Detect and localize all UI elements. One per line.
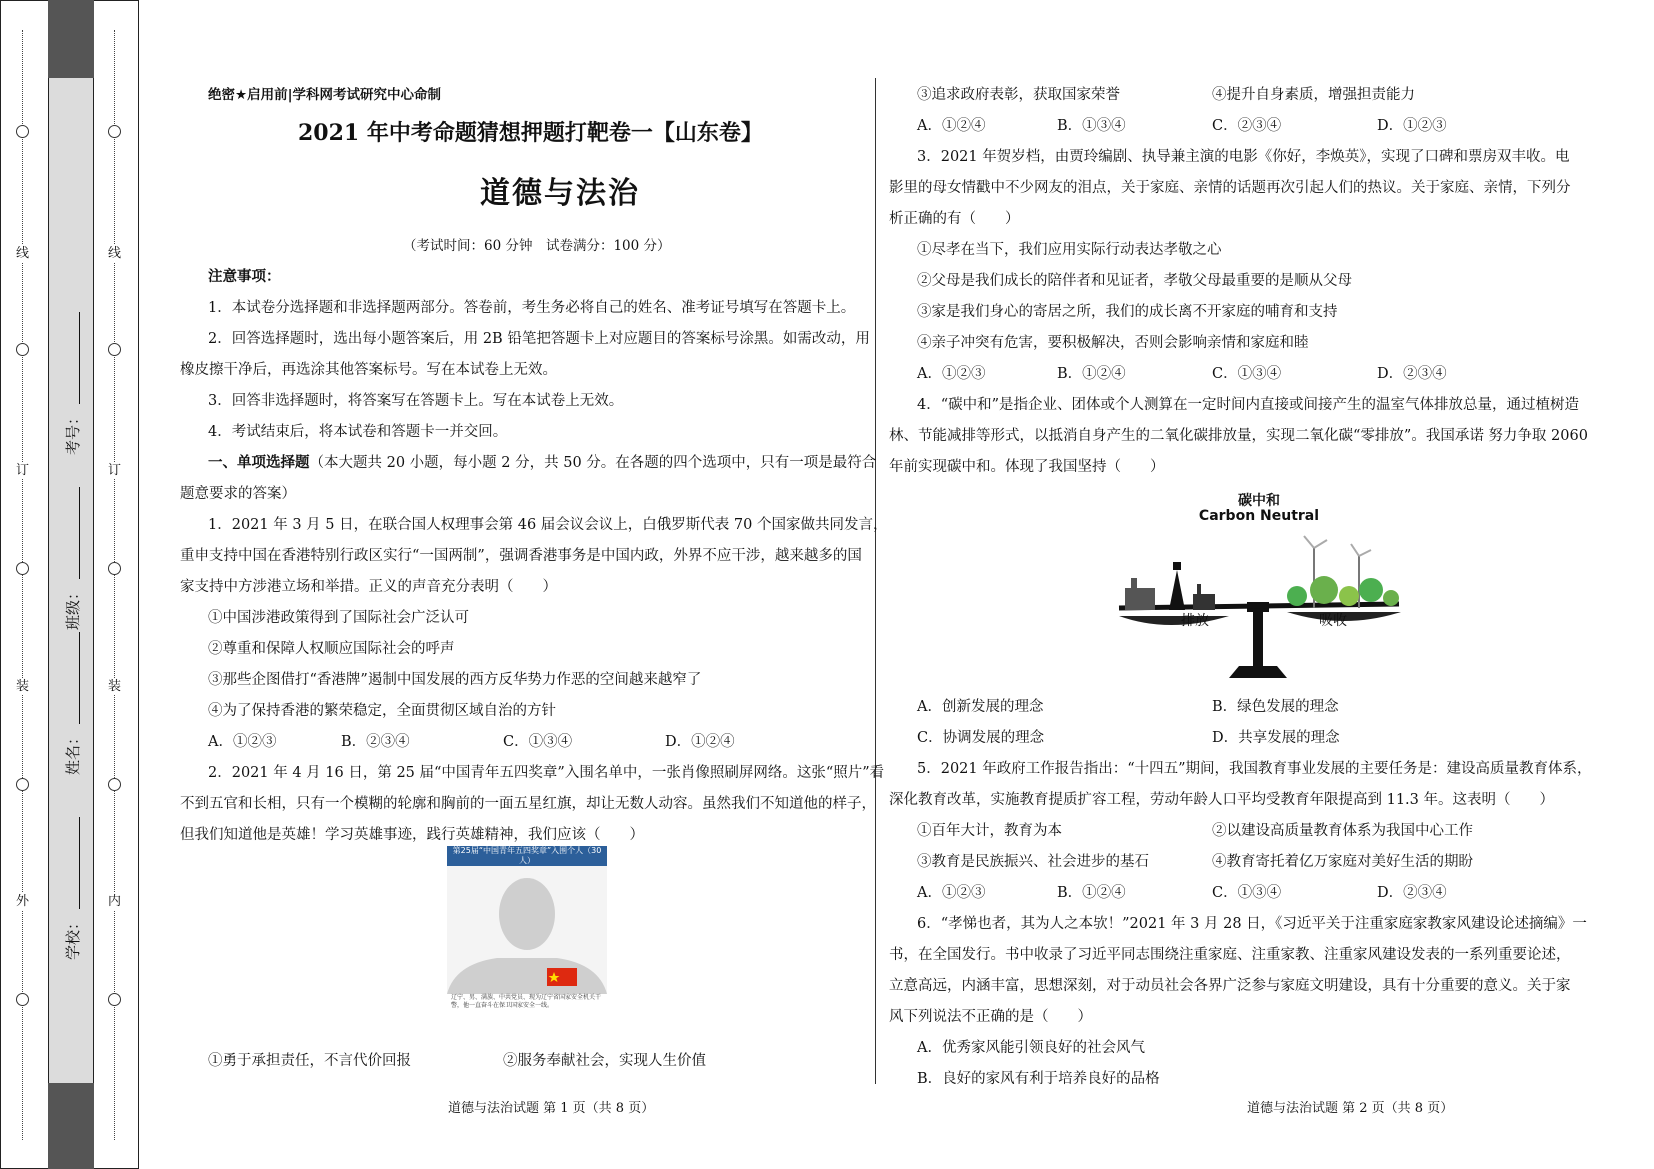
carbon-label-absorption: 吸收	[1319, 613, 1347, 629]
q2-stem-3: 但我们知道他是英雄！学习英雄事迹，践行英雄精神，我们应该（ ）	[180, 827, 644, 843]
q4-option-c[interactable]: C．协调发展的理念	[917, 730, 1045, 746]
subject-title: 道德与法治	[480, 176, 640, 211]
section-desc: （本大题共 20 小题，每小题 2 分，共 50 分。在各题的四个选项中，只有一项是最符合	[309, 455, 877, 471]
figure-banner: 第25届“中国青年五四奖章”入围个人（30人）	[447, 846, 607, 866]
q2-stem-1: 2．2021 年 4 月 16 日，第 25 届“中国青年五四奖章”入围名单中，一张肖像照刷屏网络。这张“照片”看	[208, 765, 885, 781]
portrait-figure	[447, 846, 607, 1016]
page-2	[887, 0, 1592, 1169]
outer-char-install: 装	[16, 679, 30, 694]
inner-cut-line	[114, 30, 115, 1140]
q5-item-1: ①百年大计，教育为本	[917, 823, 1062, 839]
page-2-footer: 道德与法治试题 第 2 页（共 8 页）	[1247, 1101, 1454, 1116]
q5-item-4: ④教育寄托着亿万家庭对美好生活的期盼	[1212, 854, 1473, 870]
confidential-header: 绝密★启用前|学科网考试研究中心命制	[208, 87, 442, 103]
carbon-label-emission: 排放	[1181, 613, 1209, 629]
q5-option-a[interactable]: A．①②③	[917, 885, 986, 901]
q5-option-c[interactable]: C．①③④	[1212, 885, 1282, 901]
q5-option-b[interactable]: B．①②④	[1057, 885, 1126, 901]
q2-item-3: ③追求政府表彰，获取国家荣誉	[917, 87, 1120, 103]
silhouette-image	[447, 866, 607, 994]
outer-char-order: 订	[16, 463, 30, 478]
exam-info: （考试时间：60 分钟 试卷满分：100 分）	[403, 238, 671, 254]
carbon-neutral-figure	[1109, 488, 1409, 678]
binding-hole	[16, 125, 29, 138]
q1-item-3: ③那些企图借打“香港牌”遏制中国发展的西方反华势力作恶的空间越来越窄了	[208, 672, 702, 688]
q4-option-b[interactable]: B．绿色发展的理念	[1212, 699, 1339, 715]
notice-1: 1．本试卷分选择题和非选择题两部分。答卷前，考生务必将自己的姓名、准考证号填写在答题卡上。	[208, 300, 856, 316]
notice-heading: 注意事项：	[208, 268, 281, 285]
figure-caption: 辽宁、男、满族、中共党员、现为辽宁省国家安全机关干警，他一直奋斗在保卫国家安全一线。	[451, 994, 602, 1009]
q1-option-c[interactable]: C．①③④	[503, 734, 573, 750]
q3-item-4: ④亲子冲突有危害，要积极解决，否则会影响亲情和家庭和睦	[917, 335, 1309, 351]
q6-stem-2: 书，在全国发行。书中收录了习近平同志围绕注重家庭、注重家教、注重家风建设发表的一系列重要论述，	[889, 947, 1571, 963]
q1-stem-1: 1．2021 年 3 月 5 日，在联合国人权理事会第 46 届会议会议上，白俄罗斯代表 70 个国家做共同发言，	[208, 517, 888, 533]
binding-hole	[108, 343, 121, 356]
exam-number-field[interactable]	[62, 312, 83, 455]
q4-option-a[interactable]: A．创新发展的理念	[917, 699, 1044, 715]
q6-stem-1: 6．“孝悌也者，其为人之本欤！”2021 年 3 月 28 日，《习近平关于注重家庭家教家风建设论述摘编》一	[917, 916, 1587, 932]
q2-option-c[interactable]: C．②③④	[1212, 118, 1282, 134]
q3-option-a[interactable]: A．①②③	[917, 366, 986, 382]
q3-option-c[interactable]: C．①③④	[1212, 366, 1282, 382]
notice-4: 4．考试结束后，将本试卷和答题卡一并交回。	[208, 424, 508, 440]
exam-number-label: 考号：	[64, 409, 82, 455]
q5-item-3: ③教育是民族振兴、社会进步的基石	[917, 854, 1149, 870]
notice-2-cont: 橡皮擦干净后，再选涂其他答案标号。写在本试卷上无效。	[180, 362, 557, 378]
q3-stem-3: 析正确的有（ ）	[889, 211, 1020, 227]
q3-item-1: ①尽孝在当下，我们应用实际行动表达孝敬之心	[917, 242, 1222, 258]
q5-stem-1: 5．2021 年政府工作报告指出：“十四五”期间，我国教育事业发展的主要任务是：建设高质量教育体系，	[917, 761, 1592, 777]
q1-option-b[interactable]: B．②③④	[341, 734, 410, 750]
q1-stem-2: 重申支持中国在香港特别行政区实行“一国两制”，强调香港事务是中国内政，外界不应干涉，越来越多的国	[180, 548, 862, 564]
outer-cut-line	[22, 30, 23, 1140]
inner-char-line: 线	[108, 246, 122, 261]
binding-hole	[16, 993, 29, 1006]
q3-stem-2: 影里的母女情戳中不少网友的泪点，关于家庭、亲情的话题再次引起人们的热议。关于家庭、亲情，下列分	[889, 180, 1571, 196]
school-label: 学校：	[64, 914, 82, 960]
q5-option-d[interactable]: D．②③④	[1377, 885, 1447, 901]
carbon-title-en: Carbon Neutral	[1198, 508, 1320, 524]
balance-scale-image	[1109, 528, 1409, 678]
binding-hole	[108, 125, 121, 138]
q1-item-4: ④为了保持香港的繁荣稳定，全面贯彻区域自治的方针	[208, 703, 556, 719]
q5-item-2: ②以建设高质量教育体系为我国中心工作	[1212, 823, 1473, 839]
binding-hole	[108, 562, 121, 575]
q4-option-d[interactable]: D．共享发展的理念	[1212, 730, 1340, 746]
q5-stem-2: 深化教育改革，实施教育提质扩容工程，劳动年龄人口平均受教育年限提高到 11.3 年。这表明（ ）	[889, 792, 1554, 808]
name-field[interactable]	[62, 632, 83, 775]
q6-option-a[interactable]: A．优秀家风能引领良好的社会风气	[917, 1040, 1145, 1056]
page-divider	[875, 78, 876, 1084]
q1-option-d[interactable]: D．①②④	[665, 734, 735, 750]
q4-stem-2: 林、节能减排等形式，以抵消自身产生的二氧化碳排放量，实现二氧化碳“零排放”。我国承诺 努力争取 2060	[889, 428, 1588, 444]
q1-option-a[interactable]: A．①②③	[208, 734, 277, 750]
inner-char-order: 订	[108, 463, 122, 478]
q2-item-1: ①勇于承担责任，不言代价回报	[208, 1053, 411, 1069]
section-desc-cont: 题意要求的答案）	[180, 486, 296, 502]
q2-item-2: ②服务奉献社会，实现人生价值	[503, 1053, 706, 1069]
q1-item-2: ②尊重和保障人权顺应国际社会的呼声	[208, 641, 455, 657]
q2-item-4: ④提升自身素质，增强担责能力	[1212, 87, 1415, 103]
outer-char-outside: 外	[16, 894, 30, 909]
q2-stem-2: 不到五官和长相，只有一个模糊的轮廓和胸前的一面五星红旗，却让无数人动容。虽然我们不知道他的样子，	[180, 796, 876, 812]
notice-3: 3．回答非选择题时，将答案写在答题卡上。写在本试卷上无效。	[208, 393, 624, 409]
binding-hole	[16, 562, 29, 575]
inner-char-install: 装	[108, 679, 122, 694]
binding-hole	[16, 343, 29, 356]
exam-title: 2021 年中考命题猜想押题打靶卷一【山东卷】	[298, 120, 763, 146]
class-field[interactable]	[62, 487, 83, 630]
inner-char-inside: 内	[108, 894, 122, 909]
q6-stem-3: 立意高远，内涵丰富，思想深刻，对于动员社会各界广泛参与家庭文明建设，具有十分重要的意义。关于家	[889, 978, 1571, 994]
binding-dark-block-top	[48, 0, 94, 78]
binding-margin	[0, 0, 140, 1169]
outer-char-line: 线	[16, 246, 30, 261]
school-field[interactable]	[62, 817, 83, 960]
section-heading: 一、单项选择题	[208, 454, 310, 471]
binding-dark-block-bottom	[48, 1083, 94, 1169]
q6-option-b[interactable]: B．良好的家风有利于培养良好的品格	[917, 1071, 1160, 1087]
section-heading-line	[208, 454, 876, 472]
q4-stem-1: 4．“碳中和”是指企业、团体或个人测算在一定时间内直接或间接产生的温室气体排放总量，通过植树造	[917, 397, 1580, 413]
q2-option-d[interactable]: D．①②③	[1377, 118, 1447, 134]
q3-item-2: ②父母是我们成长的陪伴者和见证者，孝敬父母最重要的是顺从父母	[917, 273, 1352, 289]
binding-hole	[108, 778, 121, 791]
page-1-footer: 道德与法治试题 第 1 页（共 8 页）	[448, 1101, 655, 1116]
notice-2: 2．回答选择题时，选出每小题答案后，用 2B 铅笔把答题卡上对应题目的答案标号涂黑。如需改动，用	[208, 331, 870, 347]
q2-option-a[interactable]: A．①②④	[917, 118, 986, 134]
q2-option-b[interactable]: B．①③④	[1057, 118, 1126, 134]
q3-option-d[interactable]: D．②③④	[1377, 366, 1447, 382]
q3-option-b[interactable]: B．①②④	[1057, 366, 1126, 382]
q4-stem-3: 年前实现碳中和。体现了我国坚持（ ）	[889, 459, 1165, 475]
binding-hole	[16, 778, 29, 791]
page-1	[178, 0, 888, 1169]
q1-item-1: ①中国涉港政策得到了国际社会广泛认可	[208, 610, 469, 626]
binding-hole	[108, 993, 121, 1006]
q6-stem-4: 风下列说法不正确的是（ ）	[889, 1009, 1092, 1025]
carbon-title-cn: 碳中和	[1238, 493, 1280, 509]
name-label: 姓名：	[64, 729, 82, 775]
class-label: 班级：	[64, 584, 82, 630]
q1-stem-3: 家支持中方涉港立场和举措。正义的声音充分表明（ ）	[180, 579, 557, 595]
q3-item-3: ③家是我们身心的寄居之所，我们的成长离不开家庭的哺育和支持	[917, 304, 1338, 320]
q3-stem-1: 3．2021 年贺岁档，由贾玲编剧、执导兼主演的电影《你好，李焕英》，实现了口碑和票房双丰收。电	[917, 149, 1570, 165]
